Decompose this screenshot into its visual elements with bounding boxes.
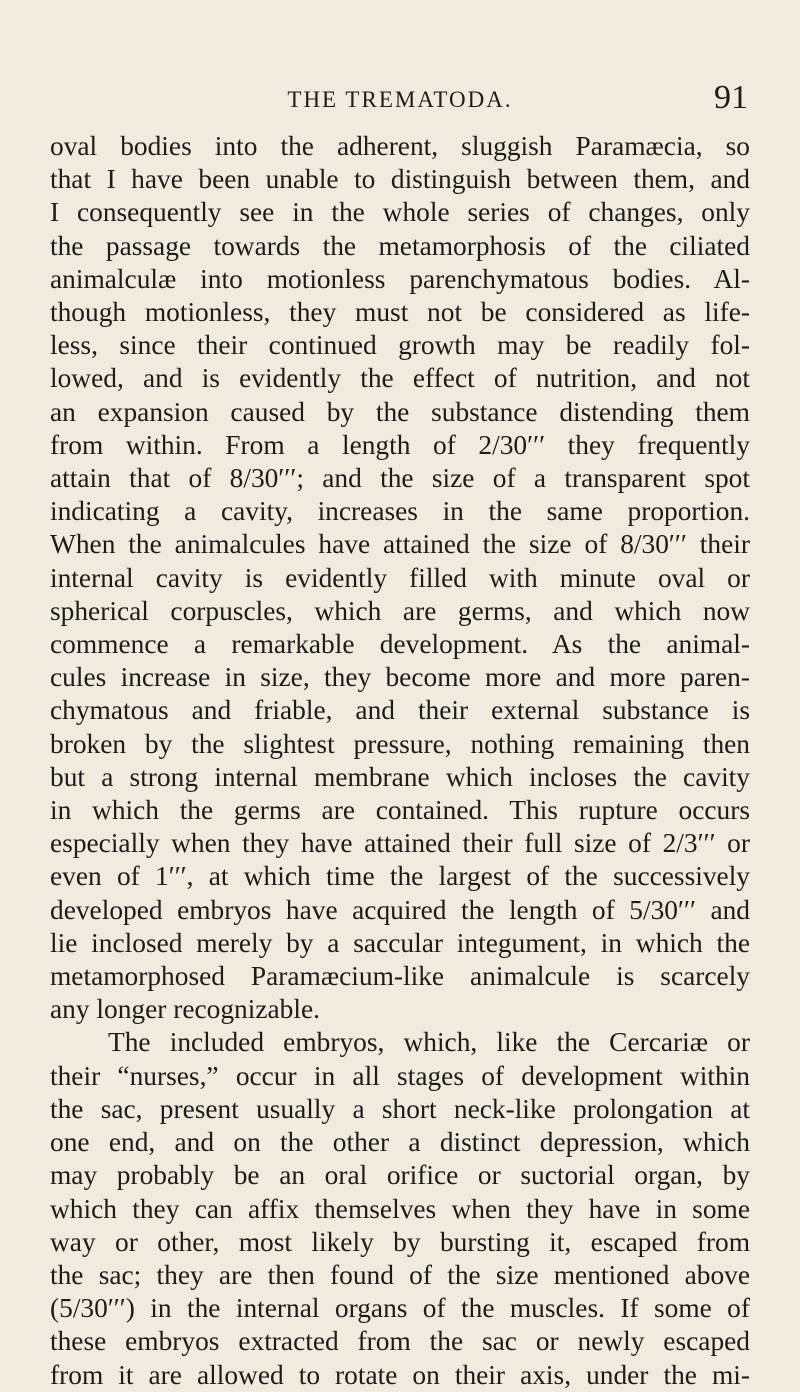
text-line: indicating a cavity, increases in the same proportion. [50,496,750,527]
text-line: the sac; they are then found of the size mentioned above [50,1259,750,1290]
body-text [50,130,750,1392]
text-line: in which the germs are contained. This rupture occurs [50,795,750,826]
text-line: an expansion caused by the substance distending them [50,396,750,427]
text-line: their “nurses,” occur in all stages of development within [50,1060,750,1091]
page-number: 91 [714,79,748,116]
text-line: attain that of 8/30′′′; and the size of a transparent spot [50,463,750,494]
text-line: lie inclosed merely by a saccular integument, in which the [50,927,750,958]
text-line: less, since their continued growth may be readily fol- [50,330,750,361]
running-head [50,79,750,118]
text-line: especially when they have attained their full size of 2/3′′′ or [50,828,750,859]
text-line: lowed, and is evidently the effect of nutrition, and not [50,363,750,394]
text-line: the sac, present usually a short neck-like prolongation at [50,1093,750,1124]
text-line: When the animalcules have attained the size of 8/30′′′ their [50,529,750,560]
text-line: even of 1′′′, at which time the largest of the successively [50,861,750,892]
text-line: I consequently see in the whole series of changes, only [50,197,750,228]
text-line: the passage towards the metamorphosis of the ciliated [50,230,750,261]
text-line: broken by the slightest pressure, nothing remaining then [50,728,750,759]
text-line: (5/30′′′) in the internal organs of the muscles. If some of [50,1293,750,1324]
text-line: spherical corpuscles, which are germs, and which now [50,595,750,626]
text-line: oval bodies into the adherent, sluggish Paramæcia, so [50,131,750,161]
paragraph-start-line: The included embryos, which, like the Cercariæ or [108,1027,750,1058]
text-line: but a strong internal membrane which incloses the cavity [50,761,750,792]
text-line: way or other, most likely by bursting it, escaped from [50,1226,750,1257]
text-line: from within. From a length of 2/30′′′ they frequently [50,429,750,460]
paragraph-end-line: any longer recognizable. [50,994,320,1025]
text-line: developed embryos have acquired the length of 5/30′′′ and [50,894,750,925]
text-line: commence a remarkable development. As the animal- [50,629,750,660]
text-line: internal cavity is evidently filled with minute oval or [50,562,750,593]
text-line: these embryos extracted from the sac or newly escaped [50,1326,750,1357]
text-line: metamorphosed Paramæcium-like animalcule is scarcely [50,961,750,992]
text-line: animalculæ into motionless parenchymatous bodies. Al- [50,263,750,294]
running-head-title: THE TREMATODA. [287,87,513,112]
text-line: one end, and on the other a distinct depression, which [50,1127,750,1158]
text-line: from it are allowed to rotate on their axis, under the mi- [50,1359,750,1390]
text-line: may probably be an oral orifice or suctorial organ, by [50,1160,750,1191]
text-line: cules increase in size, they become more and more paren- [50,662,750,693]
text-line: though motionless, they must not be considered as life- [50,297,750,328]
text-line: which they can affix themselves when they have in some [50,1193,750,1224]
text-line: that I have been unable to distinguish between them, and [50,164,750,195]
text-line: chymatous and friable, and their external substance is [50,695,750,726]
